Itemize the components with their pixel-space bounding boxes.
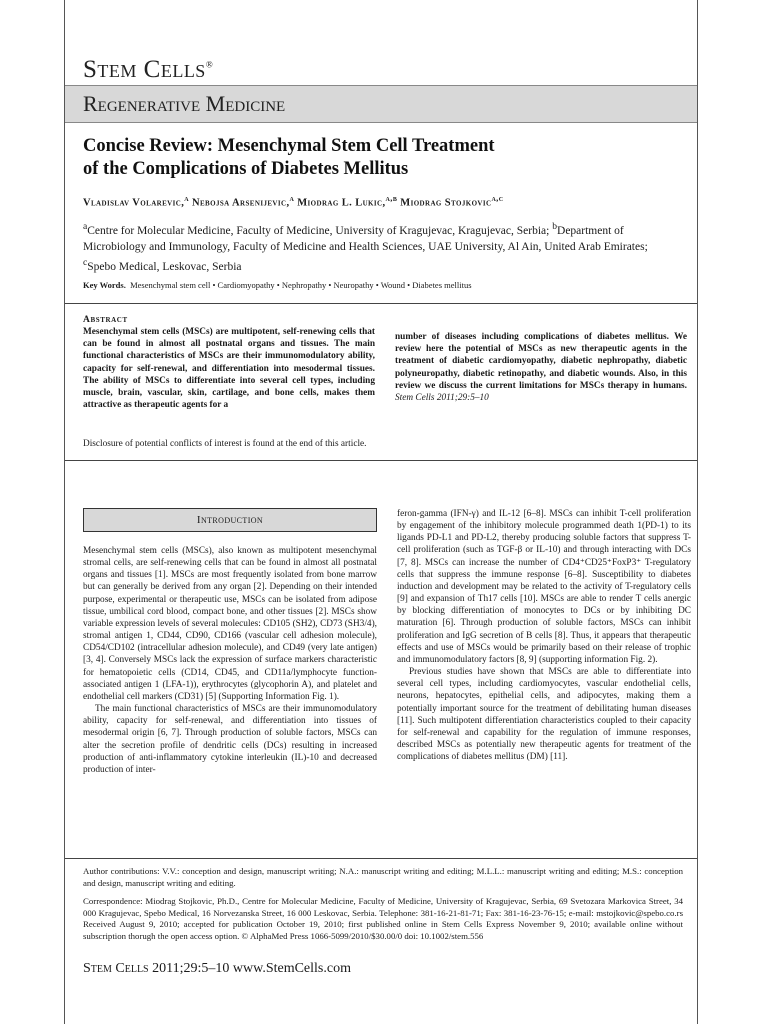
introduction-heading-box bbox=[83, 508, 377, 532]
correspondence: Correspondence: Miodrag Stojkovic, Ph.D., Centre for Molecular Medicine, Faculty of Medicine, University of Kragujevac, Serbia, 69 Svetozara Markovica Street, 34 000 Kragujevac, Spebo Medical, 16 Norvezanska Street, 16 000 Leskovac, Serbia. Telephone: 381-16-21-81-71; Fax: 381-16-23-76-15; e-mail: mstojkovic@spebo.co.rs Received August 9, 2010; accepted for publication October 19, 2010; first published online in Stem Cells Express November 9, 2010; available online without subscription thorugh the open access option. © AlphaMed Press 1066-5099/2010/$30.00/0 doi: 10.1002/stem.556 bbox=[83, 896, 683, 941]
author-contributions: Author contributions: V.V.: conception and design, manuscript writing; N.A.: manuscript writing and editing; M.L.L.: manuscript writing and editing; M.S.: conception and design, manuscript writing and editing. bbox=[83, 866, 683, 888]
divider bbox=[65, 460, 697, 461]
author: Vladislav Volarevic, bbox=[83, 197, 185, 209]
divider bbox=[65, 858, 697, 859]
paragraph: feron-gamma (IFN-γ) and IL-12 [6–8]. MSCs can inhibit T-cell proliferation by engagement of the inhibitory molecule programmed death 1(PD-1) to its ligands PD-L1 and PD-L2, thereby producing soluble factors that suppress T-cell proliferation (such as TGF-β or IL-10) and through interacting with DCs [7, 8]. MSCs can increase the number of CD4⁺CD25⁺FoxP3⁺ T-regulatory cells that suppress the immune response [6–8]. Susceptibility to diabetes induction and development may be related to the activity of T-regulatory cells [9] and expansion of Th17 cells [10]. MSCs are able to render T cells anergic by blocking differentiation of monocytes to DCs or by inhibiting DC maturation [6]. Through production of soluble factors, MSCs can inhibit proliferation and IgG secretion of B cells [8]. Thus, it appears that therapeutic effects and use of MSCs would be primarily based on their release of trophic and immunomodulatory factors [8, 9] (supporting information Fig. 2). bbox=[397, 509, 691, 665]
author: Miodrag L. Lukic, bbox=[297, 197, 386, 209]
affiliations: $^a$Centre for Molecular Medicine, Faculty of Medicine, University of Kragujevac, Kragujevac, Serbia; $^b$Department of Microbiology and Immunology, Faculty of Medicine and Health Sciences, UAE University, Al Ain, United Arab Emirates; $^c$Spebo Medical, Leskovac, Serbia bbox=[83, 221, 648, 273]
paragraph: The main functional characteristics of MSCs are their immunomodulatory ability, capacity for self-renewal, and differentiation into tissues of mesodermal origin [6, 7]. Through production of soluble factors, MSCs can alter the secretion profile of dendritic cells (DCs) resulting in increased production of anti-inflammatory cytokine interleukin (IL)-10 and decreased production of inter- bbox=[83, 704, 377, 775]
abstract-column-left: Mesenchymal stem cells (MSCs) are multipotent, self-renewing cells that can be found in almost all postnatal organs and tissues. The main functional characteristics of MSCs are their immunomodulatory ability, capacity for self-renewal, and differentiation into mesodermal tissues. The ability of MSCs to differentiate into several cell types, including muscle, brain, vascular, skin, cartilage, and bone cells, makes them attractive as therapeutic agents for a bbox=[83, 327, 375, 411]
disclosure-note: Disclosure of potential conflicts of interest is found at the end of this article. bbox=[83, 439, 367, 449]
article-title: Concise Review: Mesenchymal Stem Cell Treatment of the Complications of Diabetes Mellitus bbox=[83, 136, 495, 179]
abstract-heading: Abstract bbox=[83, 315, 128, 325]
keywords: Key Words. Mesenchymal stem cell • Cardiomyopathy • Nephropathy • Neuropathy • Wound • Diabetes mellitus bbox=[83, 280, 472, 290]
section-label: Regenerative Medicine bbox=[83, 91, 286, 116]
section-banner bbox=[65, 85, 697, 123]
author: Miodrag Stojkovic bbox=[400, 197, 492, 209]
abstract-citation: Stem Cells 2011;29:5–10 bbox=[395, 393, 489, 404]
paragraph: Previous studies have shown that MSCs are able to differentiate into several cell types, including cardiomyocytes, vascular endothelial cells, neurons, hepatocytes, epithelial cells, and adipocytes, making them a potentially important source for the treatment of debilitating human diseases [11]. Such multipotent differentiation characteristics coupled to their capacity for self-renewal and capability for the regulation of immune responses, described MSCs as potentially new therapeutic agents for treatment of the complications of diabetes mellitus (DM) [11]. bbox=[397, 667, 691, 763]
body-column-left bbox=[83, 545, 377, 776]
abstract-column-right: number of diseases including complications of diabetes mellitus. We review here the potential of MSCs as new therapeutic agents in the treatment of diabetic cardiomyopathy, diabetic nephropathy, diabetic polyneuropathy, diabetic retinopathy, and diabetic wounds. Also, in this review we discuss the current limitations for MSCs therapy in humans. Stem Cells 2011;29:5–10 bbox=[395, 332, 687, 404]
footer-citation: Stem Cells 2011;29:5–10 www.StemCells.com bbox=[83, 961, 351, 976]
paragraph: Mesenchymal stem cells (MSCs), also known as multipotent mesenchymal stromal cells, are self-renewing cells that can be found in almost all postnatal organs and tissues [1]. MSCs are most frequently isolated from bone marrow but can generally be derived from any organ [2]. Depending on their intended purpose, experimental or therapeutic use, MSCs can be isolated from adipose tissue, umbilical cord blood, compact bone, and other tissues [2]. MSCs show variable expression levels of several molecules: CD105 (SH2), CD73 (SH3/4), stromal antigen 1, CD44, CD90, CD166 (vascular cell adhesion molecule), CD54/CD102 (intracellular adhesion molecule), and CD49 (very late antigen) [3, 4]. Conversely MSCs lack the expression of surface markers characteristic for hematopoietic cells (CD14, CD45, and CD11a/lymphocyte function-associated antigen 1 (LFA-1)), erythrocytes (glycophorin A), and platelet and endothelial cell markers (CD31) [5] (Supporting Information Fig. 1). bbox=[83, 546, 377, 702]
author: Nebojsa Arsenijevic, bbox=[192, 197, 290, 209]
page-right-rule bbox=[697, 0, 698, 1024]
journal-url[interactable]: www.StemCells.com bbox=[232, 961, 351, 976]
author-list: Vladislav Volarevic,$^a$ Nebojsa Arsenijevic,$^a$ Miodrag L. Lukic,$^{a,b}$ Miodrag Stojkovic$^{a,c}$ bbox=[83, 193, 504, 209]
body-column-right bbox=[397, 508, 691, 763]
introduction-heading: Introduction bbox=[196, 514, 264, 526]
divider bbox=[65, 303, 697, 304]
journal-logo: Stem Cells® bbox=[83, 56, 214, 83]
page-left-rule bbox=[64, 0, 65, 1024]
